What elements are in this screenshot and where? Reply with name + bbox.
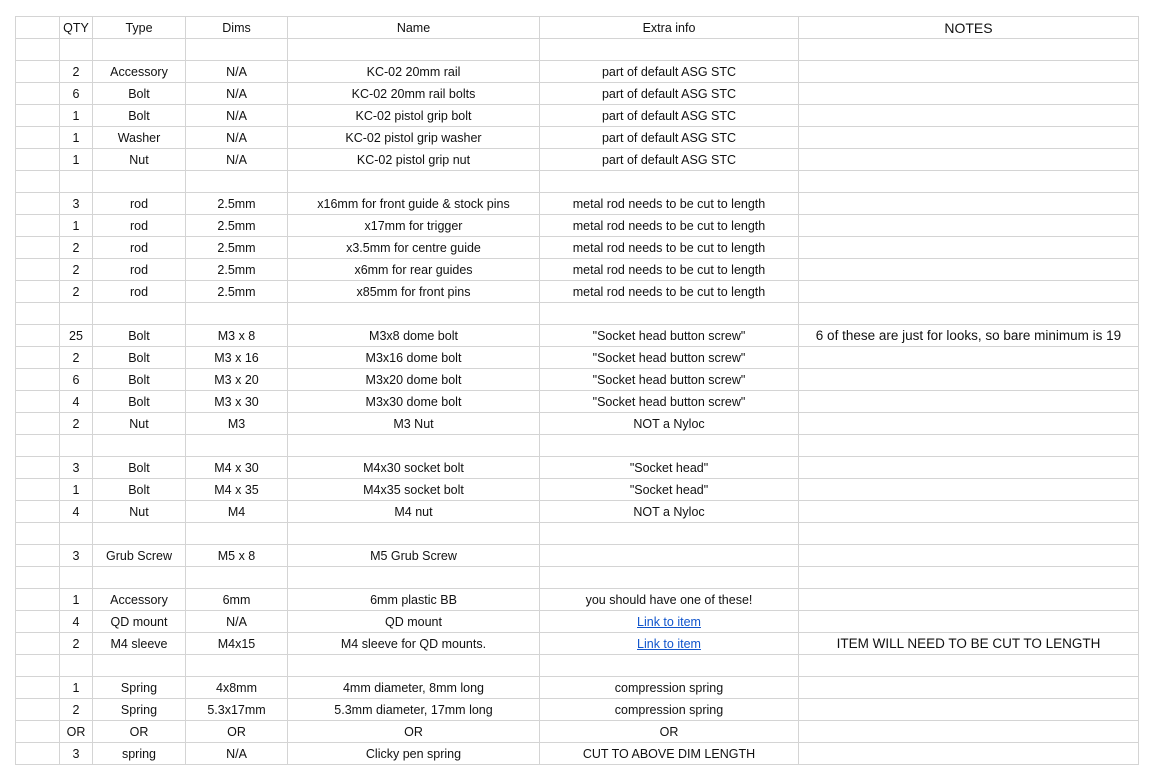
extra-info-cell[interactable]: "Socket head" (540, 479, 799, 501)
qty-cell[interactable] (60, 171, 93, 193)
qty-cell[interactable]: 1 (60, 149, 93, 171)
dims-cell[interactable]: N/A (186, 105, 288, 127)
type-cell[interactable] (93, 523, 186, 545)
notes-cell[interactable] (799, 259, 1139, 281)
dims-cell[interactable]: M4 (186, 501, 288, 523)
extra-info-cell[interactable]: metal rod needs to be cut to length (540, 281, 799, 303)
dims-cell[interactable]: 2.5mm (186, 281, 288, 303)
extra-info-cell[interactable]: "Socket head button screw" (540, 347, 799, 369)
notes-cell[interactable] (799, 413, 1139, 435)
qty-cell[interactable]: 2 (60, 281, 93, 303)
type-cell[interactable]: Bolt (93, 369, 186, 391)
qty-cell[interactable] (60, 303, 93, 325)
qty-cell[interactable]: 6 (60, 369, 93, 391)
type-cell[interactable] (93, 435, 186, 457)
spacer-cell[interactable] (16, 391, 60, 413)
notes-cell[interactable] (799, 699, 1139, 721)
extra-info-cell[interactable] (540, 567, 799, 589)
qty-cell[interactable]: 4 (60, 391, 93, 413)
spacer-cell[interactable] (16, 61, 60, 83)
spacer-cell[interactable] (16, 105, 60, 127)
qty-cell[interactable]: 2 (60, 347, 93, 369)
dims-cell[interactable]: N/A (186, 83, 288, 105)
qty-cell[interactable]: 1 (60, 127, 93, 149)
spreadsheet-body (16, 17, 1139, 765)
extra-info-cell[interactable]: compression spring (540, 677, 799, 699)
extra-info-cell[interactable]: CUT TO ABOVE DIM LENGTH (540, 743, 799, 765)
name-cell[interactable]: 6mm plastic BB (288, 589, 540, 611)
extra-info-cell[interactable]: metal rod needs to be cut to length (540, 215, 799, 237)
table-row (16, 743, 1139, 765)
name-cell[interactable]: M5 Grub Screw (288, 545, 540, 567)
qty-cell[interactable]: 4 (60, 611, 93, 633)
qty-cell[interactable]: 1 (60, 589, 93, 611)
spacer-cell[interactable] (16, 215, 60, 237)
type-cell[interactable]: rod (93, 259, 186, 281)
extra-info-cell[interactable] (540, 523, 799, 545)
spacer-cell[interactable] (16, 369, 60, 391)
extra-info-cell[interactable]: "Socket head button screw" (540, 325, 799, 347)
notes-cell[interactable] (799, 545, 1139, 567)
notes-cell[interactable] (799, 127, 1139, 149)
dims-cell[interactable]: 2.5mm (186, 193, 288, 215)
extra-info-cell[interactable]: metal rod needs to be cut to length (540, 259, 799, 281)
name-cell[interactable]: M4x35 socket bolt (288, 479, 540, 501)
type-cell[interactable] (93, 655, 186, 677)
spacer-cell[interactable] (16, 39, 60, 61)
spacer-cell[interactable] (16, 677, 60, 699)
name-cell[interactable]: M3x16 dome bolt (288, 347, 540, 369)
dims-cell[interactable]: M4x15 (186, 633, 288, 655)
notes-cell[interactable] (799, 61, 1139, 83)
type-cell[interactable]: Bolt (93, 83, 186, 105)
name-cell[interactable]: KC-02 pistol grip washer (288, 127, 540, 149)
table-row (16, 215, 1139, 237)
table-row (16, 413, 1139, 435)
type-header[interactable]: Type (93, 17, 186, 39)
qty-cell[interactable]: 3 (60, 743, 93, 765)
table-row (16, 479, 1139, 501)
extra-info-cell[interactable]: part of default ASG STC (540, 127, 799, 149)
table-row (16, 435, 1139, 457)
name-cell[interactable]: x16mm for front guide & stock pins (288, 193, 540, 215)
dims-cell[interactable] (186, 171, 288, 193)
spacer-cell[interactable] (16, 589, 60, 611)
name-cell[interactable]: KC-02 20mm rail bolts (288, 83, 540, 105)
notes-cell[interactable] (799, 523, 1139, 545)
extra-info-cell[interactable] (540, 545, 799, 567)
type-cell[interactable]: Bolt (93, 325, 186, 347)
notes-cell[interactable] (799, 303, 1139, 325)
notes-cell[interactable] (799, 149, 1139, 171)
spacer-cell[interactable] (16, 325, 60, 347)
notes-cell[interactable] (799, 391, 1139, 413)
notes-cell[interactable] (799, 369, 1139, 391)
name-cell[interactable]: KC-02 pistol grip nut (288, 149, 540, 171)
type-cell[interactable]: rod (93, 193, 186, 215)
qty-cell[interactable]: 1 (60, 677, 93, 699)
dims-cell[interactable] (186, 303, 288, 325)
qty-cell[interactable] (60, 523, 93, 545)
name-cell[interactable]: M3x8 dome bolt (288, 325, 540, 347)
type-cell[interactable]: Bolt (93, 347, 186, 369)
notes-cell[interactable] (799, 655, 1139, 677)
notes-cell[interactable]: ITEM WILL NEED TO BE CUT TO LENGTH (799, 633, 1139, 655)
dims-cell[interactable]: M3 (186, 413, 288, 435)
notes-cell[interactable] (799, 171, 1139, 193)
table-row (16, 281, 1139, 303)
notes-cell[interactable] (799, 39, 1139, 61)
dims-cell[interactable]: N/A (186, 611, 288, 633)
qty-cell[interactable]: 2 (60, 237, 93, 259)
qty-cell[interactable]: 1 (60, 105, 93, 127)
table-row (16, 237, 1139, 259)
dims-cell[interactable]: M3 x 16 (186, 347, 288, 369)
header-row (16, 17, 1139, 39)
name-cell[interactable]: 4mm diameter, 8mm long (288, 677, 540, 699)
notes-header[interactable]: NOTES (799, 17, 1139, 39)
qty-cell[interactable]: 3 (60, 545, 93, 567)
spacer-cell[interactable] (16, 479, 60, 501)
type-cell[interactable]: Accessory (93, 61, 186, 83)
qty-cell[interactable] (60, 655, 93, 677)
qty-cell[interactable]: 2 (60, 699, 93, 721)
type-cell[interactable]: Washer (93, 127, 186, 149)
spacer-cell[interactable] (16, 237, 60, 259)
spacer-cell[interactable] (16, 545, 60, 567)
dims-cell[interactable]: 2.5mm (186, 237, 288, 259)
extra-info-cell[interactable] (540, 633, 799, 655)
table-row (16, 589, 1139, 611)
table-row (16, 611, 1139, 633)
type-cell[interactable]: Spring (93, 677, 186, 699)
qty-cell[interactable]: OR (60, 721, 93, 743)
spacer-cell[interactable] (16, 743, 60, 765)
dims-cell[interactable]: 2.5mm (186, 215, 288, 237)
spacer-cell[interactable] (16, 127, 60, 149)
type-cell[interactable]: rod (93, 281, 186, 303)
dims-cell[interactable]: N/A (186, 127, 288, 149)
type-cell[interactable]: Bolt (93, 479, 186, 501)
dims-cell[interactable] (186, 39, 288, 61)
qty-cell[interactable]: 25 (60, 325, 93, 347)
spacer-cell[interactable] (16, 567, 60, 589)
type-cell[interactable]: rod (93, 215, 186, 237)
notes-cell[interactable] (799, 677, 1139, 699)
table-row (16, 83, 1139, 105)
dims-cell[interactable]: N/A (186, 149, 288, 171)
spacer-cell[interactable] (16, 501, 60, 523)
name-cell[interactable]: M3x20 dome bolt (288, 369, 540, 391)
extra-info-cell[interactable]: metal rod needs to be cut to length (540, 237, 799, 259)
name-cell[interactable]: OR (288, 721, 540, 743)
name-cell[interactable]: x6mm for rear guides (288, 259, 540, 281)
type-cell[interactable]: QD mount (93, 611, 186, 633)
name-cell[interactable]: M4 sleeve for QD mounts. (288, 633, 540, 655)
spacer-header[interactable] (16, 17, 60, 39)
extra-info-cell[interactable]: part of default ASG STC (540, 61, 799, 83)
qty-cell[interactable]: 4 (60, 501, 93, 523)
extra-info-cell[interactable] (540, 435, 799, 457)
extra-info-cell[interactable] (540, 655, 799, 677)
type-cell[interactable]: M4 sleeve (93, 633, 186, 655)
spacer-cell[interactable] (16, 259, 60, 281)
table-row (16, 677, 1139, 699)
type-cell[interactable]: Spring (93, 699, 186, 721)
extra-info-header[interactable]: Extra info (540, 17, 799, 39)
dims-cell[interactable]: M4 x 30 (186, 457, 288, 479)
table-row (16, 523, 1139, 545)
table-row (16, 391, 1139, 413)
extra-info-cell[interactable] (540, 39, 799, 61)
table-row (16, 369, 1139, 391)
dims-cell[interactable]: 2.5mm (186, 259, 288, 281)
extra-info-cell[interactable]: part of default ASG STC (540, 83, 799, 105)
type-cell[interactable]: OR (93, 721, 186, 743)
notes-cell[interactable] (799, 105, 1139, 127)
dims-cell[interactable] (186, 435, 288, 457)
spacer-cell[interactable] (16, 413, 60, 435)
table-row (16, 39, 1139, 61)
dims-cell[interactable]: M4 x 35 (186, 479, 288, 501)
dims-cell[interactable] (186, 523, 288, 545)
table-row (16, 655, 1139, 677)
table-row (16, 259, 1139, 281)
dims-cell[interactable]: N/A (186, 743, 288, 765)
spacer-cell[interactable] (16, 435, 60, 457)
name-cell[interactable]: KC-02 pistol grip bolt (288, 105, 540, 127)
qty-cell[interactable]: 6 (60, 83, 93, 105)
name-cell[interactable] (288, 435, 540, 457)
qty-cell[interactable]: 2 (60, 61, 93, 83)
dims-cell[interactable]: 6mm (186, 589, 288, 611)
spacer-cell[interactable] (16, 655, 60, 677)
name-cell[interactable]: 5.3mm diameter, 17mm long (288, 699, 540, 721)
dims-cell[interactable] (186, 655, 288, 677)
spacer-cell[interactable] (16, 633, 60, 655)
table-row (16, 193, 1139, 215)
qty-cell[interactable]: 3 (60, 457, 93, 479)
extra-info-cell[interactable]: "Socket head button screw" (540, 391, 799, 413)
type-cell[interactable]: Nut (93, 149, 186, 171)
notes-cell[interactable] (799, 721, 1139, 743)
type-cell[interactable]: Bolt (93, 391, 186, 413)
spacer-cell[interactable] (16, 457, 60, 479)
name-cell[interactable]: M4x30 socket bolt (288, 457, 540, 479)
type-cell[interactable] (93, 303, 186, 325)
table-row (16, 127, 1139, 149)
spacer-cell[interactable] (16, 699, 60, 721)
name-cell[interactable]: Clicky pen spring (288, 743, 540, 765)
name-cell[interactable] (288, 523, 540, 545)
type-cell[interactable]: rod (93, 237, 186, 259)
type-cell[interactable] (93, 567, 186, 589)
table-row (16, 303, 1139, 325)
table-row (16, 149, 1139, 171)
table-row (16, 567, 1139, 589)
type-cell[interactable] (93, 171, 186, 193)
name-cell[interactable]: x85mm for front pins (288, 281, 540, 303)
table-row (16, 545, 1139, 567)
name-cell[interactable] (288, 39, 540, 61)
notes-cell[interactable] (799, 435, 1139, 457)
qty-cell[interactable] (60, 567, 93, 589)
extra-info-cell[interactable]: NOT a Nyloc (540, 413, 799, 435)
table-row (16, 699, 1139, 721)
extra-info-cell[interactable]: "Socket head" (540, 457, 799, 479)
spacer-cell[interactable] (16, 347, 60, 369)
link-to-item[interactable]: Link to item (637, 614, 701, 629)
type-cell[interactable]: Nut (93, 413, 186, 435)
dims-cell[interactable]: 4x8mm (186, 677, 288, 699)
type-cell[interactable]: spring (93, 743, 186, 765)
dims-cell[interactable]: N/A (186, 61, 288, 83)
qty-cell[interactable]: 2 (60, 413, 93, 435)
name-header[interactable]: Name (288, 17, 540, 39)
table-row (16, 633, 1139, 655)
notes-cell[interactable] (799, 567, 1139, 589)
table-row (16, 325, 1139, 347)
spacer-cell[interactable] (16, 303, 60, 325)
table-row (16, 501, 1139, 523)
qty-cell[interactable]: 2 (60, 259, 93, 281)
spacer-cell[interactable] (16, 611, 60, 633)
notes-cell[interactable]: 6 of these are just for looks, so bare minimum is 19 (799, 325, 1139, 347)
dims-cell[interactable]: M5 x 8 (186, 545, 288, 567)
extra-info-cell[interactable]: you should have one of these! (540, 589, 799, 611)
spacer-cell[interactable] (16, 281, 60, 303)
spacer-cell[interactable] (16, 721, 60, 743)
link-to-item[interactable]: Link to item (637, 636, 701, 651)
dims-cell[interactable]: M3 x 30 (186, 391, 288, 413)
extra-info-cell[interactable]: part of default ASG STC (540, 149, 799, 171)
dims-cell[interactable]: M3 x 20 (186, 369, 288, 391)
notes-cell[interactable] (799, 611, 1139, 633)
spacer-cell[interactable] (16, 149, 60, 171)
qty-header[interactable]: QTY (60, 17, 93, 39)
extra-info-cell[interactable] (540, 171, 799, 193)
notes-cell[interactable] (799, 215, 1139, 237)
qty-cell[interactable] (60, 39, 93, 61)
spacer-cell[interactable] (16, 523, 60, 545)
extra-info-cell[interactable]: NOT a Nyloc (540, 501, 799, 523)
dims-header[interactable]: Dims (186, 17, 288, 39)
dims-cell[interactable]: M3 x 8 (186, 325, 288, 347)
notes-cell[interactable] (799, 237, 1139, 259)
qty-cell[interactable]: 1 (60, 215, 93, 237)
spacer-cell[interactable] (16, 193, 60, 215)
dims-cell[interactable]: 5.3x17mm (186, 699, 288, 721)
qty-cell[interactable]: 3 (60, 193, 93, 215)
type-cell[interactable]: Grub Screw (93, 545, 186, 567)
parts-spreadsheet (15, 16, 1139, 765)
table-row (16, 347, 1139, 369)
extra-info-cell[interactable]: OR (540, 721, 799, 743)
qty-cell[interactable]: 2 (60, 633, 93, 655)
type-cell[interactable]: Bolt (93, 105, 186, 127)
notes-cell[interactable] (799, 589, 1139, 611)
qty-cell[interactable]: 1 (60, 479, 93, 501)
table-row (16, 105, 1139, 127)
extra-info-cell[interactable] (540, 303, 799, 325)
extra-info-cell[interactable] (540, 611, 799, 633)
table-row (16, 721, 1139, 743)
notes-cell[interactable] (799, 501, 1139, 523)
name-cell[interactable]: x3.5mm for centre guide (288, 237, 540, 259)
notes-cell[interactable] (799, 457, 1139, 479)
type-cell[interactable]: Bolt (93, 457, 186, 479)
extra-info-cell[interactable]: part of default ASG STC (540, 105, 799, 127)
notes-cell[interactable] (799, 281, 1139, 303)
name-cell[interactable]: M3 Nut (288, 413, 540, 435)
name-cell[interactable] (288, 171, 540, 193)
qty-cell[interactable] (60, 435, 93, 457)
name-cell[interactable]: M4 nut (288, 501, 540, 523)
spacer-cell[interactable] (16, 171, 60, 193)
name-cell[interactable]: x17mm for trigger (288, 215, 540, 237)
extra-info-cell[interactable]: "Socket head button screw" (540, 369, 799, 391)
spacer-cell[interactable] (16, 83, 60, 105)
name-cell[interactable]: M3x30 dome bolt (288, 391, 540, 413)
name-cell[interactable] (288, 655, 540, 677)
dims-cell[interactable]: OR (186, 721, 288, 743)
notes-cell[interactable] (799, 83, 1139, 105)
notes-cell[interactable] (799, 347, 1139, 369)
table-row (16, 171, 1139, 193)
notes-cell[interactable] (799, 479, 1139, 501)
name-cell[interactable]: KC-02 20mm rail (288, 61, 540, 83)
extra-info-cell[interactable]: compression spring (540, 699, 799, 721)
name-cell[interactable]: QD mount (288, 611, 540, 633)
type-cell[interactable]: Accessory (93, 589, 186, 611)
name-cell[interactable] (288, 303, 540, 325)
notes-cell[interactable] (799, 193, 1139, 215)
extra-info-cell[interactable]: metal rod needs to be cut to length (540, 193, 799, 215)
type-cell[interactable] (93, 39, 186, 61)
name-cell[interactable] (288, 567, 540, 589)
table-row (16, 457, 1139, 479)
type-cell[interactable]: Nut (93, 501, 186, 523)
dims-cell[interactable] (186, 567, 288, 589)
table-row (16, 61, 1139, 83)
notes-cell[interactable] (799, 743, 1139, 765)
